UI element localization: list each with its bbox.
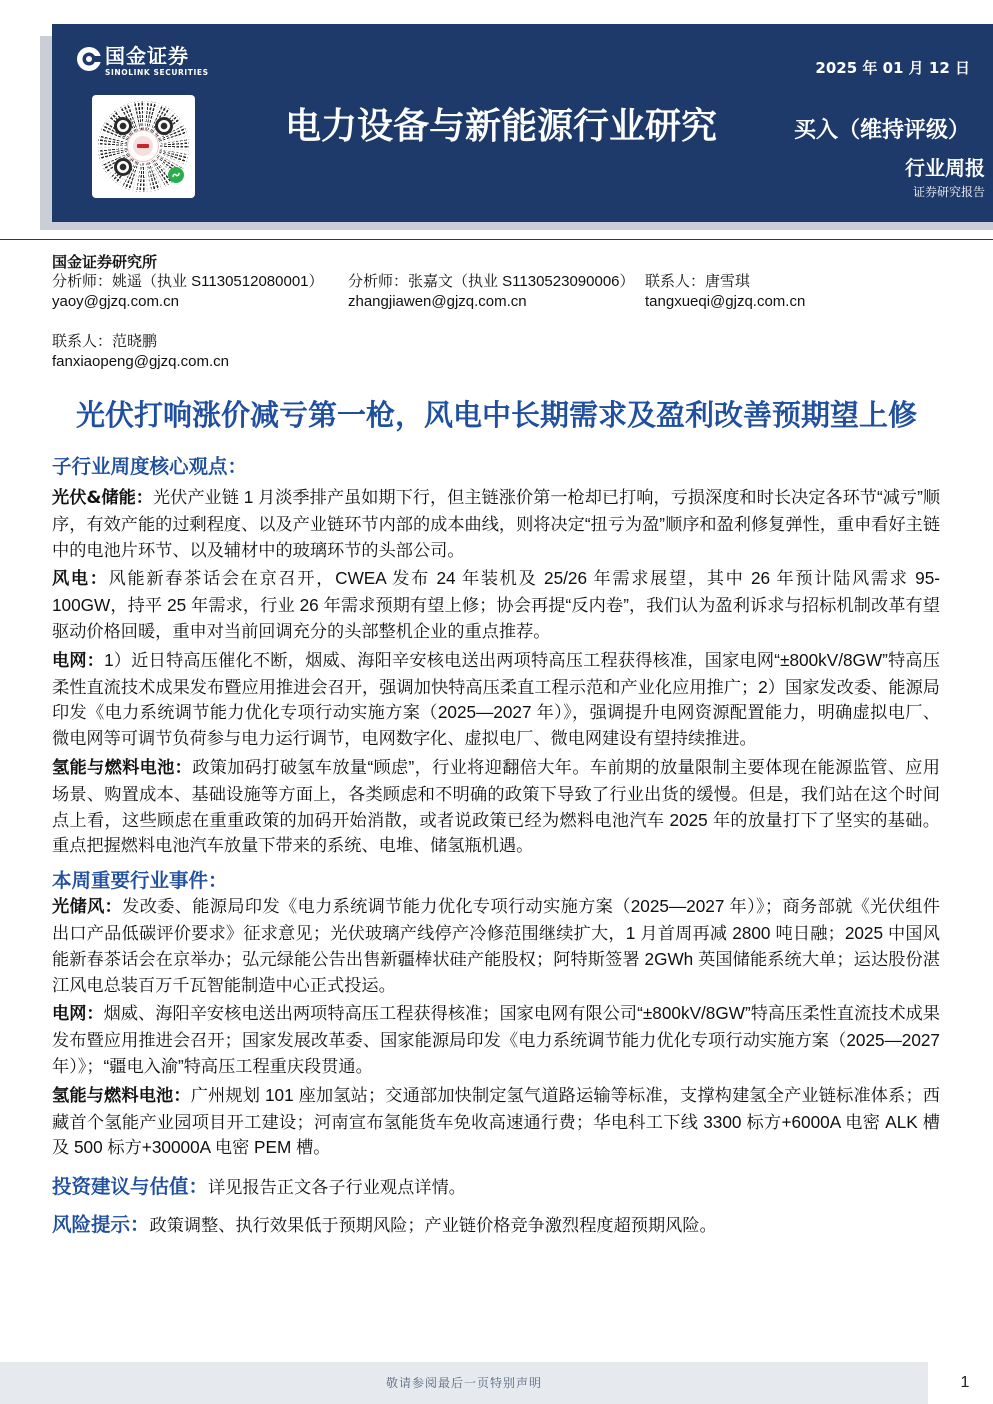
emblem-core	[86, 56, 92, 62]
paragraph-label: 电网：	[52, 1004, 104, 1025]
analyst-email[interactable]: zhangjiawen@gjzq.com.cn	[348, 293, 527, 310]
wechat-miniprogram-qr-icon	[92, 95, 195, 198]
paragraph-text: 1）近日特高压催化不断，烟威、海阳辛安核电送出两项特高压工程获得核准，国家电网“±800kV/8GW”特高压柔性直流技术成果发布暨应用推进会召开，强调加快特高压柔直工程示范和产业化应用推广；2）国家发改委、能源局印发《电力系统调节能力优化专项行动实施方案（2025—2027 年）》，强调提升电网资源配置能力，明确虚拟电厂、微电网等可调节负荷参与电力运行调节，电网数字化、虚拟电厂、微电网建设有望持续推进。	[52, 649, 940, 749]
contact-line: 联系人：唐雪琪	[645, 273, 751, 290]
report-headline: 光伏打响涨价减亏第一枪，风电中长期需求及盈利改善预期望上修	[75, 398, 917, 432]
report-body	[52, 454, 940, 1238]
report-type: 行业周报	[905, 156, 985, 180]
event-hydrogen	[52, 1083, 940, 1161]
paragraph-label: 光储风：	[52, 897, 123, 918]
qr-finder-eye	[155, 117, 173, 135]
investment-advice	[52, 1174, 940, 1200]
events-list	[52, 894, 940, 1161]
paragraph-label: 氢能与燃料电池：	[52, 1085, 191, 1106]
risk-warning	[52, 1212, 940, 1238]
event-pv-storage-wind	[52, 894, 940, 998]
core-view-grid	[52, 648, 940, 752]
contact-email[interactable]: tangxueqi@gjzq.com.cn	[645, 293, 806, 310]
contact-card	[645, 272, 805, 312]
analyst-email[interactable]: yaoy@gjzq.com.cn	[52, 293, 179, 310]
qr-finder-eye	[114, 117, 132, 135]
report-header	[52, 24, 993, 222]
report-title: 电力设备与新能源行业研究	[285, 106, 718, 147]
core-view-pv-storage	[52, 485, 940, 563]
logo-name-cn: 国金证券	[105, 44, 189, 68]
contact-line: 联系人：范晓鹏	[52, 333, 158, 350]
risk-warning-text: 政策调整、执行效果低于预期风险；产业链价格竞争激烈程度超预期风险。	[149, 1215, 717, 1236]
analyst-card	[52, 272, 324, 312]
analyst-line: 分析师：姚遥（执业 S1130512080001）	[52, 273, 324, 290]
paragraph-text: 发改委、能源局印发《电力系统调节能力优化专项行动实施方案（2025—2027 年）》；商务部就《光伏组件出口产品低碳评价要求》征求意见；光伏玻璃产线停产冷修范围继续扩大，1 月首周再减 2800 吨日融；2025 中国风能新春茶话会在京举办；弘元绿能公告出售新疆棒状硅产能股权；阿特斯签署 2GWh 英国储能系统大单；运达股份湛江风电总装百万千瓦智能制造中心正式投运。	[52, 896, 940, 995]
qr-seal	[133, 136, 153, 156]
contact-card	[52, 332, 229, 372]
contact-email[interactable]: fanxiaopeng@gjzq.com.cn	[52, 353, 229, 370]
analyst-card	[348, 272, 635, 312]
core-view-wind	[52, 566, 940, 644]
research-institute: 国金证券研究所	[52, 253, 158, 271]
core-views-list	[52, 485, 940, 859]
paragraph-label: 氢能与燃料电池：	[52, 757, 193, 778]
paragraph-text: 风能新春茶话会在京召开，CWEA 发布 24 年装机及 25/26 年需求展望，其中 26 年预计陆风需求 95-100GW，持平 25 年需求，行业 26 年需求预期有望上修；协会再提“反内卷”，我们认为盈利诉求与招标机制改革有望驱动价格回暖，重申对当前回调充分的头部整机企业的重点推荐。	[52, 568, 940, 641]
miniprogram-glyph-stroke	[173, 174, 179, 177]
investment-advice-label: 投资建议与估值：	[52, 1175, 209, 1199]
paragraph-text: 烟威、海阳辛安核电送出两项特高压工程获得核准；国家电网有限公司“±800kV/8GW”特高压柔性直流技术成果发布暨应用推进会召开；国家发展改革委、国家能源局印发《电力系统调节能力优化专项行动实施方案（2025—2027 年）》；“疆电入渝”特高压工程重庆段贯通。	[52, 1003, 940, 1076]
analyst-line: 分析师：张嘉文（执业 S1130523090006）	[348, 273, 635, 290]
paragraph-label: 光伏&储能：	[52, 488, 153, 508]
paragraph-text: 政策加码打破氢车放量“顾虑”，行业将迎翻倍大年。车前期的放量限制主要体现在能源监管、应用场景、购置成本、基础设施等方面上，各类顾虑和不明确的政策下导致了行业出货的缓慢。但是，我们站在这个时间点上看，这些顾虑在重重政策的加码开始消散，或者说政策已经为燃料电池汽车 2025 年的放量打下了坚实的基础。重点把握燃料电池汽车放量下带来的系统、电堆、储氢瓶机遇。	[52, 756, 940, 856]
section-heading-core-views: 子行业周度核心观点：	[52, 455, 248, 478]
investment-rating: 买入（维持评级）	[793, 118, 970, 143]
investment-advice-text: 详见报告正文各子行业观点详情。	[208, 1177, 466, 1198]
report-category: 证券研究报告	[912, 185, 985, 199]
sinolink-emblem-icon	[76, 46, 102, 72]
section-heading-events: 本周重要行业事件：	[52, 869, 228, 893]
paragraph-label: 风电：	[52, 569, 109, 590]
paragraph-label: 电网：	[52, 650, 105, 671]
qr-seal-mark	[137, 144, 149, 148]
report-date: 2025 年 01 月 12 日	[815, 59, 970, 77]
qr-center-logo	[127, 130, 159, 162]
core-view-hydrogen	[52, 755, 940, 859]
header-divider	[0, 239, 993, 240]
miniprogram-badge-icon	[168, 167, 184, 183]
footer-disclaimer: 敬请参阅最后一页特别声明	[385, 1376, 542, 1390]
qr-finder-eye	[114, 158, 132, 176]
logo-name-en: SINOLINK SECURITIES	[105, 68, 209, 77]
miniprogram-glyph	[171, 170, 181, 180]
event-grid	[52, 1001, 940, 1079]
paragraph-text: 广州规划 101 座加氢站；交通部加快制定氢气道路运输等标准，支撑构建氢全产业链标准体系；西藏首个氢能产业园项目开工建设；河南宣布氢能货车免收高速通行费；华电科工下线 3300 标方+6000A 电密 ALK 槽及 500 标方+30000A 电密 PEM 槽。	[52, 1084, 940, 1158]
risk-warning-label: 风险提示：	[52, 1213, 150, 1237]
page-number: 1	[960, 1374, 970, 1391]
paragraph-text: 光伏产业链 1 月淡季排产虽如期下行，但主链涨价第一枪却已打响，亏损深度和时长决定各环节“减亏”顺序，有效产能的过剩程度、以及产业链环节内部的成本曲线，则将决定“扭亏为盈”顺序和盈利修复弹性，重申看好主链中的电池片环节、以及辅材中的玻璃环节的头部公司。	[52, 487, 941, 560]
